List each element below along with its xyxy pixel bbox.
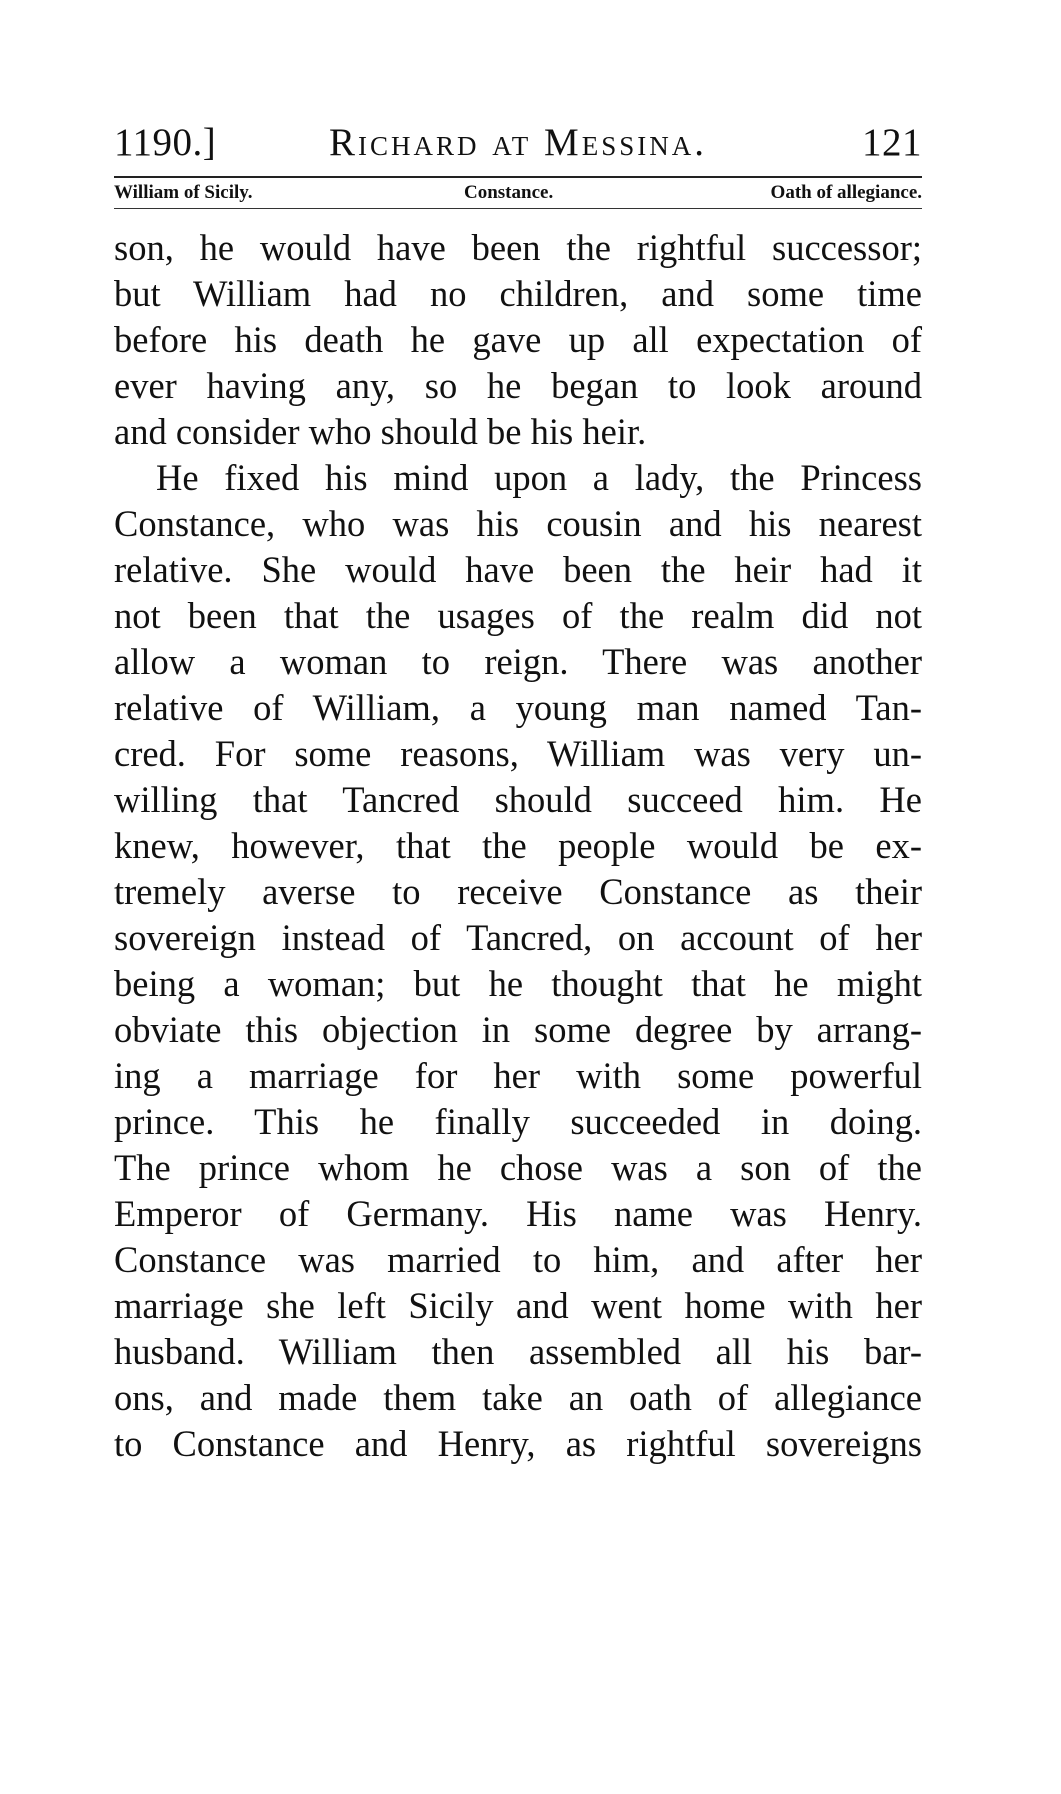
book-page xyxy=(114,118,922,1467)
text-line: allow a woman to reign. There was another xyxy=(114,641,922,682)
body-text xyxy=(114,225,922,1467)
side-notes xyxy=(114,178,922,208)
text-line: marriage she left Sicily and went home with her xyxy=(114,1285,922,1326)
text-line: and consider who should be his heir. xyxy=(114,411,647,452)
text-line: willing that Tancred should succeed him. He xyxy=(114,779,922,820)
text-line: Constance, who was his cousin and his nearest xyxy=(114,503,922,544)
text-line: to Constance and Henry, as rightful sovereigns xyxy=(114,1423,922,1464)
text-line: ing a marriage for her with some powerful xyxy=(114,1055,922,1096)
text-line: tremely averse to receive Constance as their xyxy=(114,871,922,912)
text-line: son, he would have been the rightful successor; xyxy=(114,227,922,268)
text-line: Constance was married to him, and after her xyxy=(114,1239,922,1280)
chapter-title: Richard at Messina. xyxy=(329,121,707,164)
text-line: ever having any, so he began to look around xyxy=(114,365,922,406)
text-line: before his death he gave up all expectation of xyxy=(114,319,922,360)
text-line: He fixed his mind upon a lady, the Princess xyxy=(156,457,922,498)
text-line: cred. For some reasons, William was very un- xyxy=(114,733,922,774)
page-number: 121 xyxy=(862,121,922,164)
text-line: Emperor of Germany. His name was Henry. xyxy=(114,1193,922,1234)
text-line: prince. This he finally succeeded in doing. xyxy=(114,1101,922,1142)
subhead-rule xyxy=(114,208,922,209)
text-line: being a woman; but he thought that he might xyxy=(114,963,922,1004)
paragraph xyxy=(114,225,922,455)
text-line: but William had no children, and some time xyxy=(114,273,922,314)
text-line: knew, however, that the people would be ex- xyxy=(114,825,922,866)
text-line: husband. William then assembled all his bar- xyxy=(114,1331,922,1372)
side-note-left: William of Sicily. xyxy=(114,182,253,203)
running-head xyxy=(114,118,922,168)
text-line: relative of William, a young man named Tan- xyxy=(114,687,922,728)
header-year: 1190.] xyxy=(114,121,217,164)
text-line: relative. She would have been the heir had it xyxy=(114,549,922,590)
text-line: obviate this objection in some degree by arrang- xyxy=(114,1009,922,1050)
paragraph xyxy=(114,455,922,1467)
text-line: sovereign instead of Tancred, on account of her xyxy=(114,917,922,958)
text-line: ons, and made them take an oath of allegiance xyxy=(114,1377,922,1418)
text-line: The prince whom he chose was a son of the xyxy=(114,1147,922,1188)
text-line: not been that the usages of the realm did not xyxy=(114,595,922,636)
side-note-center: Constance. xyxy=(464,182,554,203)
side-note-right: Oath of allegiance. xyxy=(770,182,922,203)
